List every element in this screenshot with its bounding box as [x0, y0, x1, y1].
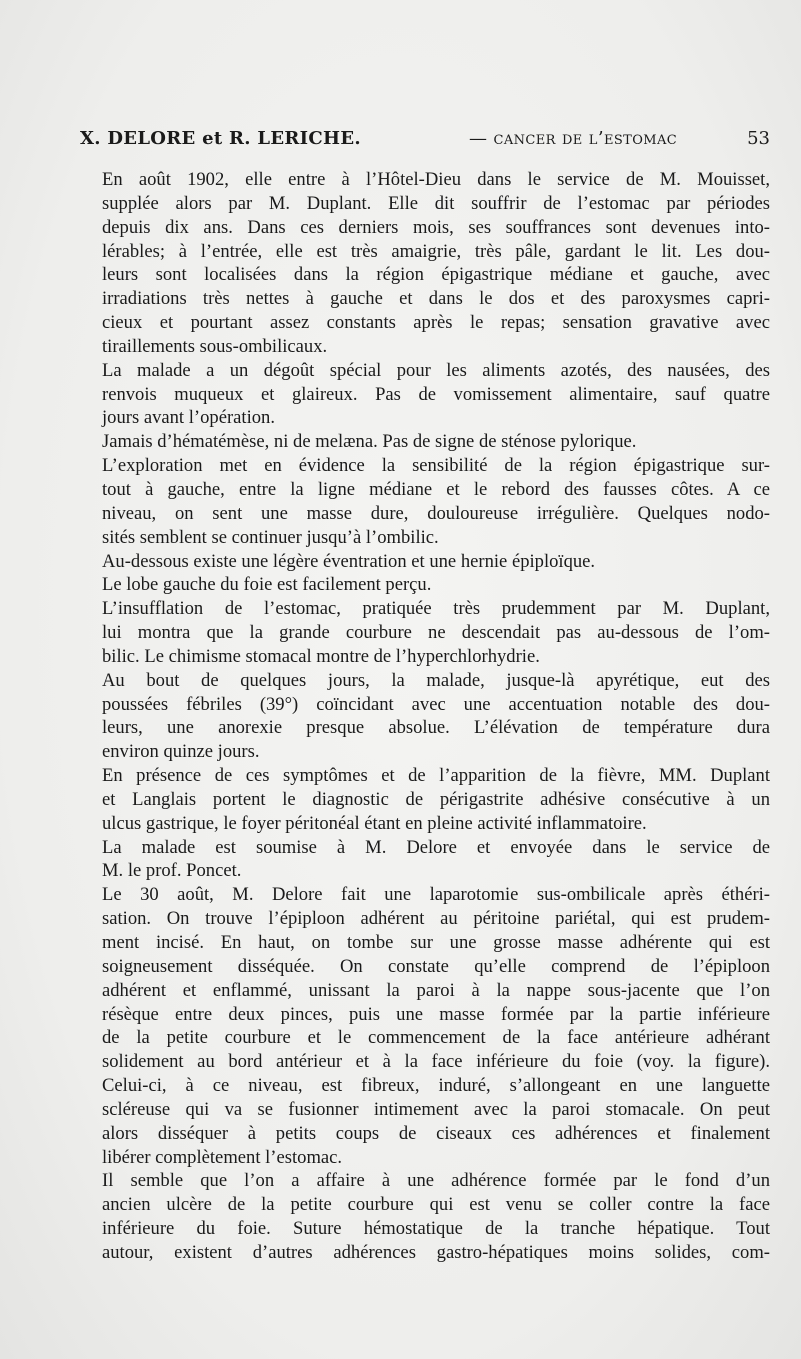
text-line: libérer complètement l’estomac.: [102, 1146, 343, 1168]
paragraph: [80, 454, 770, 549]
text-line: irradiations très nettes à gauche et dans le dos et des paroxysmes capri-: [102, 288, 770, 310]
text-line: cieux et pourtant assez constants après le repas; sensation gravative avec: [102, 312, 770, 334]
text-line: M. le prof. Poncet.: [102, 860, 242, 882]
text-line: environ quinze jours.: [102, 741, 260, 763]
text-line: Celui-ci, à ce niveau, est fibreux, induré, s’allongeant en une languette: [102, 1075, 770, 1097]
paragraph: [80, 883, 770, 1169]
text-line: supplée alors par M. Duplant. Elle dit souffrir de l’estomac par périodes: [102, 192, 770, 214]
text-line: La malade est soumise à M. Delore et envoyée dans le service de: [102, 836, 770, 858]
page-number: 53: [747, 128, 770, 149]
text-line: sation. On trouve l’épiploon adhérent au péritoine pariétal, qui est prudem-: [102, 908, 770, 930]
text-line: alors disséquer à petits coups de ciseaux ces adhérences et finalement: [102, 1122, 770, 1144]
text-line: Le 30 août, M. Delore fait une laparotomie sus-ombilicale après éthéri-: [102, 884, 770, 906]
paragraph: [80, 597, 770, 669]
running-head-title: — cancer de l’estomac: [469, 128, 678, 149]
paragraph: [80, 669, 770, 764]
paragraph: [80, 550, 770, 574]
text-line: depuis dix ans. Dans ces derniers mois, ses souffrances sont devenues into-: [102, 216, 770, 238]
text-line: inférieure du foie. Suture hémostatique de la tranche hépatique. Tout: [102, 1218, 770, 1240]
text-line: leurs sont localisées dans la région épigastrique médiane et gauche, avec: [102, 264, 770, 286]
text-line: résèque entre deux pinces, puis une masse formée par la partie inférieure: [102, 1003, 770, 1025]
text-line: En présence de ces symptômes et de l’apparition de la fièvre, MM. Duplant: [102, 765, 770, 787]
text-line: Il semble que l’on a affaire à une adhérence formée par le fond d’un: [102, 1170, 770, 1192]
text-line: Le lobe gauche du foie est facilement perçu.: [102, 574, 432, 596]
text-line: adhérent et enflammé, unissant la paroi à la nappe sous-jacente que l’on: [102, 979, 770, 1001]
text-line: Au-dessous existe une légère éventration et une hernie épiploïque.: [102, 550, 596, 572]
text-line: tiraillements sous-ombilicaux.: [102, 335, 328, 357]
paragraph: [80, 764, 770, 836]
text-line: et Langlais portent le diagnostic de périgastrite adhésive consécutive à un: [102, 788, 770, 810]
body-text: [80, 168, 770, 1265]
text-line: niveau, on sent une masse dure, douloureuse irrégulière. Quelques nodo-: [102, 502, 770, 524]
text-line: leurs, une anorexie presque absolue. L’élévation de température dura: [102, 717, 770, 739]
text-line: poussées fébriles (39°) coïncidant avec une accentuation notable des dou-: [102, 693, 770, 715]
text-line: tout à gauche, entre la ligne médiane et le rebord des fausses côtes. A ce: [102, 478, 770, 500]
text-line: scléreuse qui va se fusionner intimement avec la paroi stomacale. On peut: [102, 1098, 770, 1120]
text-line: L’insufflation de l’estomac, pratiquée très prudemment par M. Duplant,: [102, 598, 770, 620]
text-line: lérables; à l’entrée, elle est très amaigrie, très pâle, gardant le lit. Les dou-: [102, 240, 770, 262]
text-line: ulcus gastrique, le foyer péritonéal étant en pleine activité inflammatoire.: [102, 812, 647, 834]
text-line: de la petite courbure et le commencement de la face antérieure adhérant: [102, 1027, 770, 1049]
text-line: soigneusement disséquée. On constate qu’elle comprend de l’épiploon: [102, 955, 770, 977]
running-head: [80, 128, 770, 154]
text-line: autour, existent d’autres adhérences gastro-hépatiques moins solides, com-: [102, 1241, 770, 1263]
paragraph: [80, 168, 770, 359]
text-line: Au bout de quelques jours, la malade, jusque-là apyrétique, eut des: [102, 669, 770, 691]
text-line: lui montra que la grande courbure ne descendait pas au-dessous de l’om-: [102, 622, 770, 644]
paragraph: [80, 836, 770, 884]
text-line: L’exploration met en évidence la sensibilité de la région épigastrique sur-: [102, 455, 770, 477]
text-line: sités semblent se continuer jusqu’à l’ombilic.: [102, 526, 439, 548]
text-line: renvois muqueux et glaireux. Pas de vomissement alimentaire, sauf quatre: [102, 383, 770, 405]
text-line: En août 1902, elle entre à l’Hôtel-Dieu dans le service de M. Mouisset,: [102, 169, 770, 190]
running-head-authors: X. DELORE et R. LERICHE.: [80, 128, 361, 149]
text-line: Jamais d’hématémèse, ni de melæna. Pas de signe de sténose pylorique.: [102, 431, 637, 453]
text-line: La malade a un dégoût spécial pour les aliments azotés, des nausées, des: [102, 359, 770, 381]
text-line: bilic. Le chimisme stomacal montre de l’hyperchlorhydrie.: [102, 645, 540, 667]
text-line: solidement au bord antérieur et à la face inférieure du foie (voy. la figure).: [102, 1051, 770, 1073]
text-line: ment incisé. En haut, on tombe sur une grosse masse adhérente qui est: [102, 932, 770, 953]
paragraph: [80, 573, 770, 597]
text-line: ancien ulcère de la petite courbure qui est venu se coller contre la face: [102, 1194, 770, 1216]
paragraph: [80, 359, 770, 431]
paragraph: [80, 1169, 770, 1264]
text-line: jours avant l’opération.: [102, 407, 275, 429]
paragraph: [80, 430, 770, 454]
